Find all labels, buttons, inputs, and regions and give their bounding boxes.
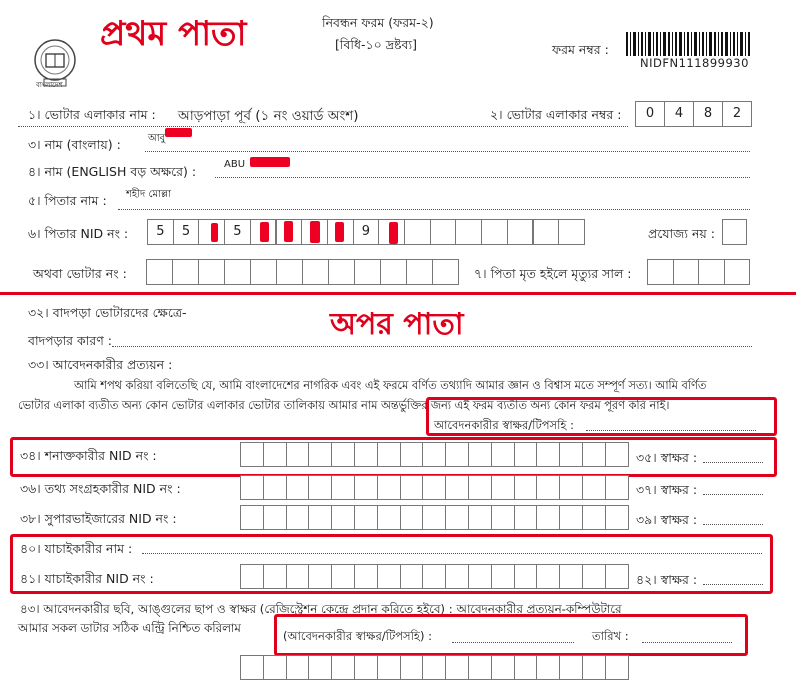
digit-box[interactable] (400, 564, 424, 589)
page-two-heading: অপর পাতা (330, 307, 464, 342)
father-name-value: শহীদ মোল্লা (126, 189, 171, 200)
dotted-line (703, 494, 763, 495)
father-name-label: ৫। পিতার নাম : (28, 193, 107, 208)
digit-box[interactable] (377, 505, 401, 530)
digit-box[interactable] (422, 475, 446, 500)
digit-box[interactable]: 4 (664, 101, 694, 127)
digit-box[interactable] (491, 442, 515, 467)
digit-box[interactable] (432, 259, 459, 285)
dotted-line (118, 209, 750, 210)
digit-box[interactable]: 5 (173, 219, 200, 245)
digit-box[interactable] (605, 475, 629, 500)
dotted-line (452, 642, 574, 643)
digit-box[interactable] (514, 564, 538, 589)
digit-box[interactable] (286, 655, 310, 680)
item33-label: ৩৩। আবেদনকারীর প্রত্যয়ন : (28, 357, 173, 372)
digit-box[interactable] (331, 564, 355, 589)
area-number-label: ২। ভোটার এলাকার নম্বর : (490, 107, 622, 122)
digit-box[interactable] (331, 505, 355, 530)
digit-box[interactable] (263, 655, 287, 680)
redacted-mark (310, 221, 320, 243)
logo-caption: বাংলাদেশ (36, 81, 63, 89)
digit-box[interactable] (263, 564, 287, 589)
not-applicable-box[interactable] (722, 219, 747, 245)
digit-box[interactable] (263, 475, 287, 500)
digit-box[interactable] (491, 475, 515, 500)
digit-box[interactable] (536, 564, 560, 589)
digit-box[interactable] (605, 505, 629, 530)
form-number-label: ফরম নম্বর : (552, 42, 609, 57)
digit-box[interactable] (559, 564, 583, 589)
item36-label: ৩৬। তথ্য সংগ্রহকারীর NID নং : (20, 481, 181, 496)
digit-box[interactable] (308, 505, 332, 530)
digit-box[interactable] (582, 442, 606, 467)
digit-box[interactable] (380, 259, 407, 285)
digit-box[interactable] (491, 655, 515, 680)
digit-box[interactable] (354, 564, 378, 589)
digit-box[interactable] (146, 259, 173, 285)
redacted-mark (165, 128, 192, 137)
dotted-line (142, 553, 762, 554)
digit-box[interactable] (507, 219, 534, 245)
digit-box[interactable] (377, 564, 401, 589)
digit-box[interactable] (240, 655, 264, 680)
digit-box[interactable]: 5 (147, 219, 174, 245)
digit-box[interactable]: 8 (693, 101, 723, 127)
digit-box[interactable] (558, 219, 585, 245)
digit-box[interactable] (240, 442, 264, 467)
name-bn-label: ৩। নাম (বাংলায়) : (28, 137, 121, 152)
digit-box[interactable] (536, 655, 560, 680)
digit-box[interactable] (198, 259, 225, 285)
digit-box[interactable] (276, 259, 303, 285)
digit-box[interactable] (308, 655, 332, 680)
or-voter-no-label: অথবা ভোটার নং : (33, 266, 127, 281)
declaration-line2: ভোটার এলাকা ব্যতীত অন্য কোন ভোটার এলাকার ভোটার তালিকায় আমার নাম অন্তর্ভুক্তির জন্য এই ফরম ব্যতীত অন্য কোন ফরম পূরণ করি নাই। (18, 399, 670, 412)
item39-label: ৩৯। স্বাক্ষর : (636, 512, 698, 527)
redacted-mark (335, 222, 344, 242)
digit-box[interactable] (263, 505, 287, 530)
dotted-line (703, 462, 763, 463)
digit-box[interactable] (286, 505, 310, 530)
dotted-line (112, 346, 752, 347)
name-en-label: ৪। নাম (ENGLISH বড় অক্ষরে) : (28, 164, 197, 179)
digit-box[interactable] (172, 259, 199, 285)
area-name-value: আড়পাড়া পূর্ব (১ নং ওয়ার্ড অংশ) (178, 108, 359, 124)
item42-label: ৪২। স্বাক্ষর : (636, 572, 698, 587)
date-label: তারিখ : (592, 629, 629, 643)
digit-box[interactable] (354, 655, 378, 680)
redacted-mark (211, 223, 218, 242)
digit-box[interactable] (605, 442, 629, 467)
digit-box[interactable] (286, 442, 310, 467)
digit-box[interactable] (445, 442, 469, 467)
digit-box[interactable] (605, 564, 629, 589)
digit-box[interactable] (328, 259, 355, 285)
digit-box[interactable] (286, 475, 310, 500)
digit-box[interactable] (673, 259, 700, 285)
name-bn-value: আবু (148, 133, 166, 144)
dotted-line (145, 151, 750, 152)
area-name-label: ১। ভোটার এলাকার নাম : (28, 107, 156, 122)
digit-box[interactable] (250, 259, 277, 285)
redacted-mark (284, 221, 293, 242)
father-nid-label: ৬। পিতার NID নং : (28, 226, 129, 241)
digit-box[interactable] (559, 442, 583, 467)
digit-box[interactable] (536, 475, 560, 500)
redacted-mark (260, 222, 269, 242)
digit-box[interactable] (514, 475, 538, 500)
item38-label: ৩৮। সুপারভাইজারের NID নং : (20, 511, 177, 526)
digit-box[interactable] (406, 259, 433, 285)
item40-label: ৪০। যাচাইকারীর নাম : (20, 541, 133, 556)
digit-box[interactable] (514, 655, 538, 680)
digit-box[interactable] (430, 219, 457, 245)
digit-box[interactable]: 9 (353, 219, 380, 245)
digit-box[interactable] (422, 505, 446, 530)
digit-box[interactable] (481, 219, 508, 245)
digit-box[interactable] (468, 564, 492, 589)
digit-box[interactable] (377, 475, 401, 500)
digit-box[interactable]: 5 (224, 219, 251, 245)
dotted-line (215, 177, 750, 178)
digit-box[interactable] (582, 505, 606, 530)
digit-box[interactable] (445, 505, 469, 530)
digit-box[interactable] (698, 259, 725, 285)
digit-box[interactable] (354, 259, 381, 285)
applicant-signature-label2: (আবেদনকারীর স্বাক্ষর/টিপসহি) : (283, 629, 432, 643)
digit-box[interactable] (582, 475, 606, 500)
dotted-line (586, 430, 756, 431)
item43-line2: আমার সকল ডাটার সঠিক এন্ট্রি নিশ্চিত করিলাম (18, 621, 241, 635)
digit-box[interactable] (240, 475, 264, 500)
digit-box[interactable] (400, 442, 424, 467)
digit-box[interactable] (331, 475, 355, 500)
digit-box[interactable] (308, 564, 332, 589)
digit-box[interactable] (354, 505, 378, 530)
digit-box[interactable] (445, 475, 469, 500)
digit-box[interactable] (224, 259, 251, 285)
item35-label: ৩৫। স্বাক্ষর : (636, 450, 698, 465)
digit-box[interactable] (514, 505, 538, 530)
digit-box[interactable] (605, 655, 629, 680)
digit-box[interactable] (400, 655, 424, 680)
item41-label: ৪১। যাচাইকারীর NID নং : (20, 571, 154, 586)
dotted-line (703, 584, 763, 585)
digit-box[interactable] (240, 505, 264, 530)
item37-label: ৩৭। স্বাক্ষর : (636, 482, 698, 497)
digit-box[interactable] (468, 505, 492, 530)
digit-box[interactable] (445, 564, 469, 589)
dotted-line (642, 642, 732, 643)
item34-label: ৩৪। শনাক্তকারীর NID নং : (20, 448, 157, 463)
digit-box[interactable] (302, 259, 329, 285)
dotted-line (703, 524, 763, 525)
form-rule: [বিধি-১০ দ্রষ্টব্য] (335, 37, 417, 52)
redacted-mark (250, 157, 290, 167)
digit-box[interactable] (455, 219, 482, 245)
digit-box[interactable] (533, 219, 560, 245)
digit-box[interactable] (468, 475, 492, 500)
digit-box[interactable] (263, 442, 287, 467)
digit-box[interactable] (582, 564, 606, 589)
digit-box[interactable] (400, 475, 424, 500)
digit-box[interactable] (240, 564, 264, 589)
declaration-line1: আমি শপথ করিয়া বলিতেছি যে, আমি বাংলাদেশের নাগরিক এবং এই ফরমে বর্ণিত তথ্যাদি আমার জ্ঞান ও বিশ্বাস মতে সম্পূর্ণ সত্য। আমি বর্ণিত (74, 379, 707, 392)
digit-box[interactable] (308, 475, 332, 500)
digit-box[interactable] (468, 655, 492, 680)
name-en-value: ABU (224, 159, 246, 170)
digit-box[interactable] (468, 442, 492, 467)
digit-box[interactable]: 0 (635, 101, 665, 127)
form-title: নিবন্ধন ফরম (ফরম-২) (322, 15, 434, 30)
digit-box[interactable] (724, 259, 751, 285)
digit-box[interactable] (377, 442, 401, 467)
not-applicable-label: প্রযোজ্য নয় : (648, 226, 715, 241)
digit-box[interactable] (331, 655, 355, 680)
barcode-icon (626, 32, 750, 56)
item32-line2: বাদপড়ার কারণ : (28, 333, 113, 348)
digit-box[interactable] (491, 505, 515, 530)
digit-box[interactable] (647, 259, 674, 285)
digit-box[interactable] (377, 655, 401, 680)
digit-box[interactable] (308, 442, 332, 467)
dotted-line (18, 126, 628, 127)
applicant-signature-label: আবেদনকারীর স্বাক্ষর/টিপসহি : (434, 418, 574, 432)
digit-box[interactable] (582, 655, 606, 680)
digit-box[interactable] (559, 505, 583, 530)
digit-box[interactable] (422, 564, 446, 589)
digit-box[interactable] (422, 655, 446, 680)
digit-box[interactable] (514, 442, 538, 467)
item32-line1: ৩২। বাদপড়া ভোটারদের ক্ষেত্রে- (28, 305, 187, 320)
form-number: NIDFN111899930 (640, 56, 749, 70)
father-death-year-label: ৭। পিতা মৃত হইলে মৃত্যুর সাল : (474, 266, 632, 281)
digit-box[interactable] (536, 442, 560, 467)
digit-box[interactable] (286, 564, 310, 589)
redacted-mark (389, 222, 398, 244)
digit-box[interactable] (445, 655, 469, 680)
digit-box[interactable] (559, 655, 583, 680)
page-one-heading: প্রথম পাতা (100, 14, 247, 54)
digit-box[interactable]: 2 (722, 101, 752, 127)
digit-box[interactable] (354, 475, 378, 500)
digit-box[interactable] (331, 442, 355, 467)
digit-box[interactable] (559, 475, 583, 500)
digit-box[interactable] (400, 505, 424, 530)
digit-box[interactable] (422, 442, 446, 467)
digit-box[interactable] (354, 442, 378, 467)
page-separator (0, 292, 796, 295)
digit-box[interactable] (404, 219, 431, 245)
item43-line1: ৪৩। আবেদনকারীর ছবি, আঙ্গুলের ছাপ ও স্বাক্ষর (রেজিস্ট্রেশন কেন্দ্রে প্রদান করিতে হইবে) : আবেদনকারীর প্রত্যয়ন-কম্পিউটারে (20, 602, 622, 616)
digit-box[interactable] (491, 564, 515, 589)
digit-box[interactable] (536, 505, 560, 530)
